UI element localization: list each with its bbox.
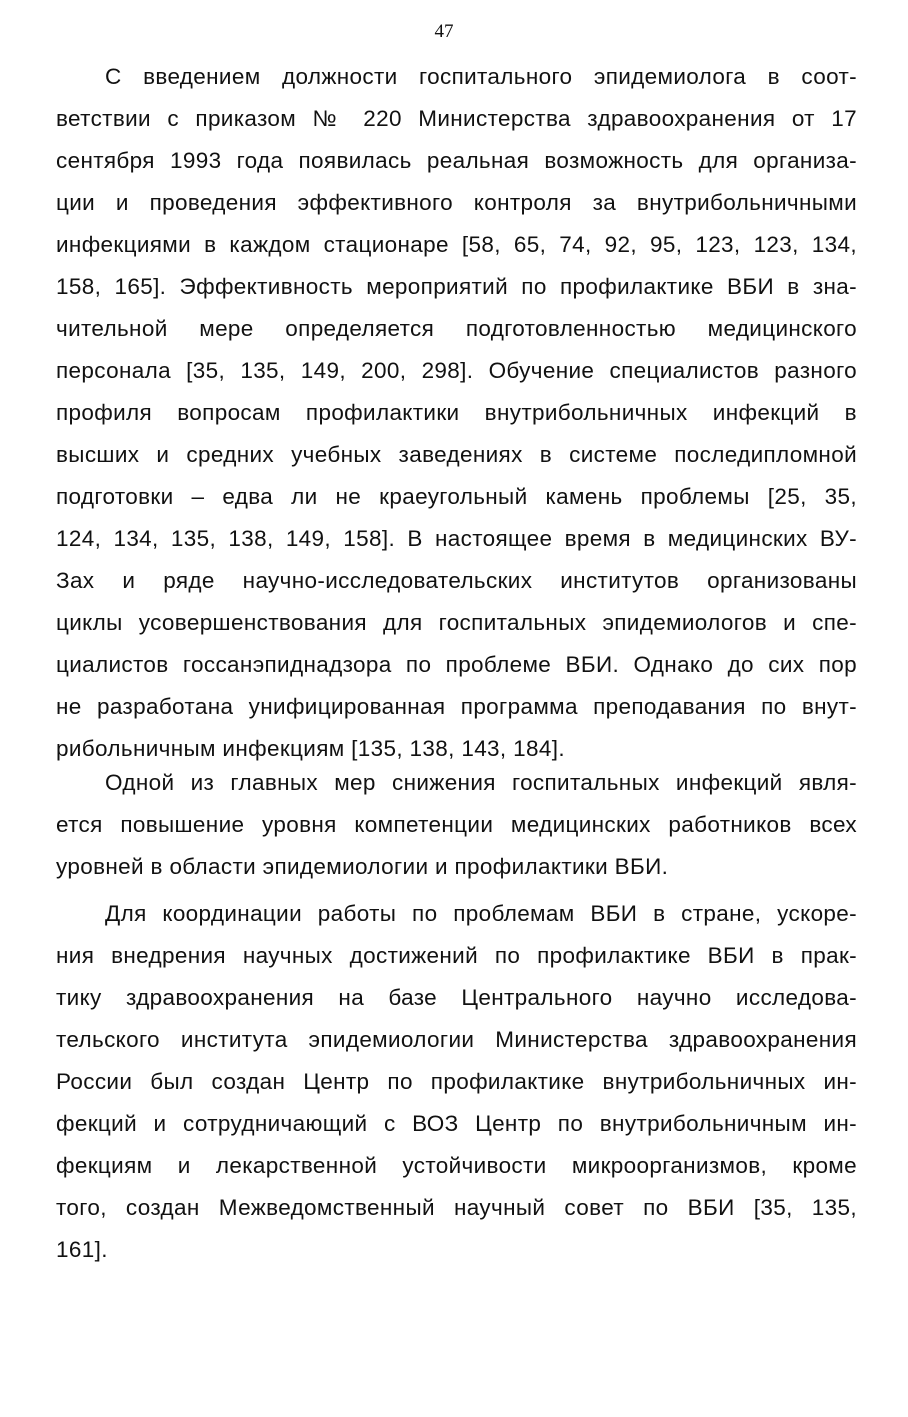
text-line: ции и проведения эффективного контроля за внутрибольничными	[56, 190, 857, 215]
text-line: профиля вопросам профилактики внутрибольничных инфекций в	[56, 400, 857, 425]
text-line: уровней в области эпидемиологии и профилактики ВБИ.	[56, 854, 669, 879]
paragraph-2	[56, 762, 857, 888]
text-line: рибольничным инфекциям [135, 138, 143, 184].	[56, 736, 565, 761]
text-line: тельского института эпидемиологии Министерства здравоохранения	[56, 1027, 857, 1052]
text-line: циалистов госсанэпиднадзора по проблеме ВБИ. Однако до сих пор	[56, 652, 857, 677]
text-line: сентября 1993 года появилась реальная возможность для организа-	[56, 148, 857, 173]
text-line: 161].	[56, 1237, 108, 1262]
text-line: чительной мере определяется подготовленностью медицинского	[56, 316, 857, 341]
text-line: Зах и ряде научно-исследовательских институтов организованы	[56, 568, 857, 593]
text-line: фекций и сотрудничающий с ВОЗ Центр по внутрибольничным ин-	[56, 1111, 857, 1136]
text-line: ется повышение уровня компетенции медицинских работников всех	[56, 812, 857, 837]
paragraph-3	[56, 893, 857, 1271]
text-line: Одной из главных мер снижения госпитальных инфекций явля-	[105, 770, 857, 795]
paragraph-1	[56, 56, 857, 770]
text-line: 124, 134, 135, 138, 149, 158]. В настоящее время в медицинских ВУ-	[56, 526, 857, 551]
text-line: Для координации работы по проблемам ВБИ в стране, ускоре-	[105, 901, 857, 926]
text-line: С введением должности госпитального эпидемиолога в соот-	[105, 64, 857, 89]
text-line: инфекциями в каждом стационаре [58, 65, 74, 92, 95, 123, 123, 134,	[56, 232, 857, 257]
text-line: персонала [35, 135, 149, 200, 298]. Обучение специалистов разного	[56, 358, 857, 383]
text-line: фекциям и лекарственной устойчивости микроорганизмов, кроме	[56, 1153, 857, 1178]
text-line: подготовки – едва ли не краеугольный камень проблемы [25, 35,	[56, 484, 857, 509]
text-line: тику здравоохранения на базе Центрального научно исследова-	[56, 985, 857, 1010]
text-line: 158, 165]. Эффективность мероприятий по профилактике ВБИ в зна-	[56, 274, 857, 299]
text-line: России был создан Центр по профилактике внутрибольничных ин-	[56, 1069, 857, 1094]
text-line: ветствии с приказом № 220 Министерства здравоохранения от 17	[56, 106, 857, 131]
text-line: ния внедрения научных достижений по профилактике ВБИ в прак-	[56, 943, 857, 968]
page-number: 47	[434, 21, 454, 42]
text-line: циклы усовершенствования для госпитальных эпидемиологов и спе-	[56, 610, 857, 635]
text-line: высших и средних учебных заведениях в системе последипломной	[56, 442, 857, 467]
text-line: не разработана унифицированная программа преподавания по внут-	[56, 694, 857, 719]
text-line: того, создан Межведомственный научный совет по ВБИ [35, 135,	[56, 1195, 857, 1220]
